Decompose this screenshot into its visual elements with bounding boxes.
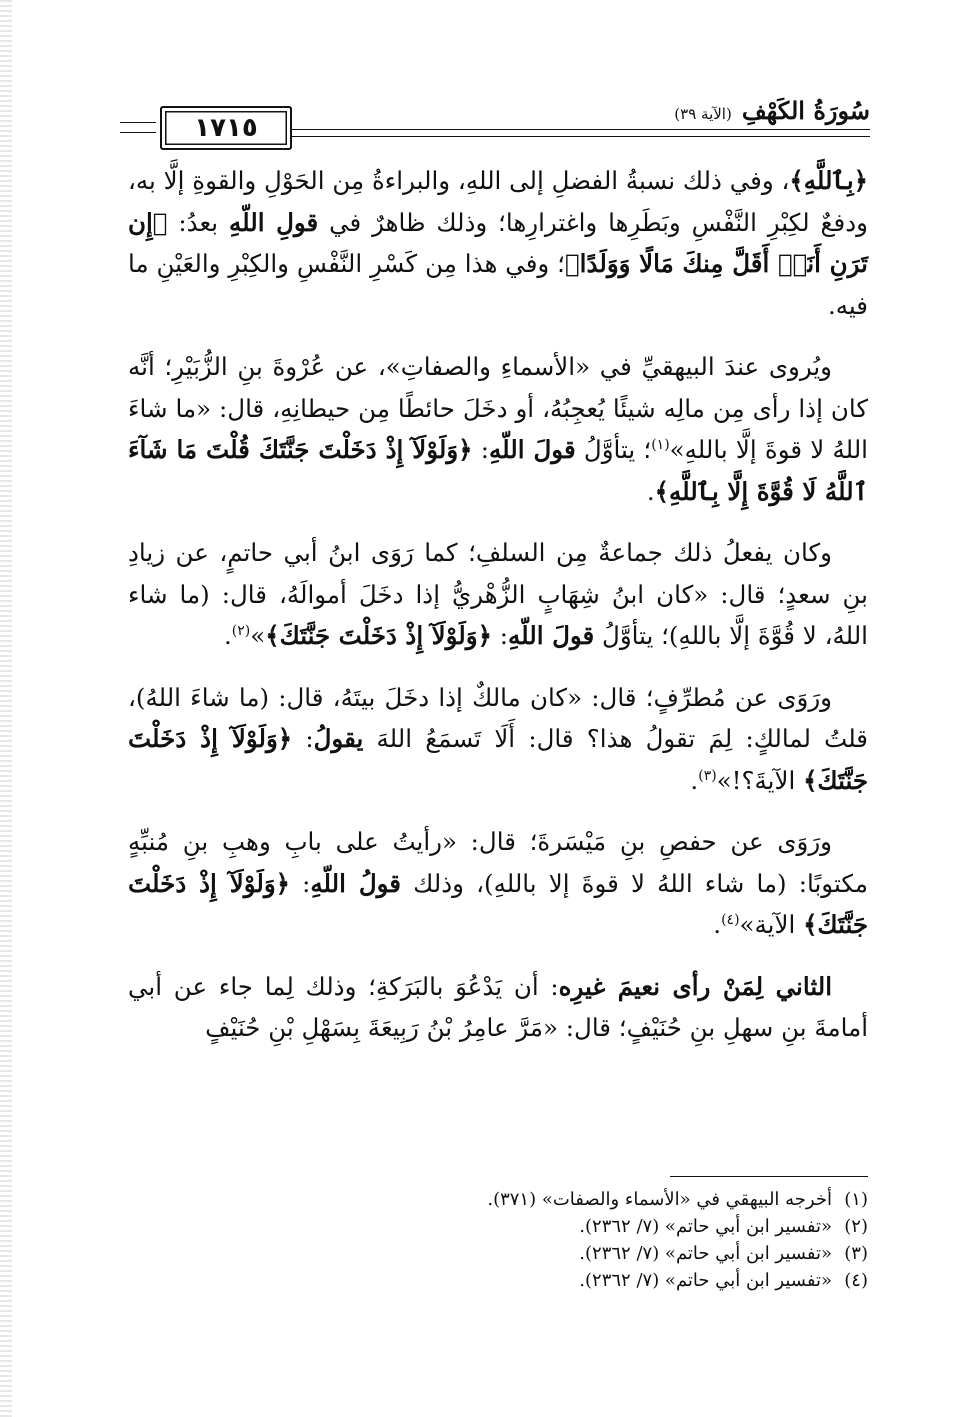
text-run: ؛ وفي هذا مِن كَسْرِ النَّفْسِ والكِبْرِ والعَيْنِ ما فيه. (128, 249, 868, 320)
footnote-ref[interactable]: (٣) (698, 767, 717, 784)
quran-quote: ﴿وَلَوْلَآ إِذْ دَخَلْتَ جَنَّتَكَ﴾ (128, 868, 868, 939)
text-run: ويُروى عندَ البيهقيِّ في «الأسماءِ والصفاتِ»، عن عُرْوةَ بنِ الزُّبَيْرِ؛ أنَّه كان إذا رأى مِن مالِه شيئًا يُعجِبُهُ، أو دخَلَ حائطًا مِن حيطانِهِ، قال: «ما شاءَ اللهُ لا قوةَ إلَّا باللهِ» (128, 352, 868, 464)
paragraph (128, 532, 868, 657)
paragraph (128, 821, 868, 946)
text-run: . (646, 476, 655, 506)
text-run: ورَوَى عن مُطرِّفٍ؛ قال: «كان مالكٌ إذا دخَلَ بيتَهُ، قال: (ما شاءَ اللهُ)، قلتُ لمالكٍ: لِمَ تقولُ هذا؟ قال: أَلَا تَسمَعُ اللهَ (128, 682, 869, 753)
section-heading: الثاني لِمَنْ رأى نعيمَ غيرِه (558, 971, 833, 1001)
page-number: ١٧١٥ (160, 106, 292, 150)
paragraph (128, 160, 868, 326)
header-rule (120, 132, 156, 133)
surah-name: سُورَةُ الكَهْفِ (741, 96, 870, 125)
text-run: الآيةَ؟!» (716, 765, 804, 795)
verse-reference: (الآية ٣٩) (674, 105, 732, 123)
page-header (120, 96, 870, 152)
text-run: . (223, 621, 232, 650)
text-run: ، وفي ذلك نسبةُ الفضلِ إلى اللهِ، والبراءةُ مِن الحَوْلِ والقوةِ إلَّا به، ودفعٌ لكِبْرِ النَّفْسِ وبَطَرِها واغترارِها؛ وذلك ظاهرٌ في (128, 166, 868, 237)
quran-quote: ﴿إِن تَرَنِ أَنَا۠ أَقَلَّ مِنكَ مَالًا وَوَلَدًا﴾ (128, 207, 868, 278)
header-rule (120, 122, 156, 123)
paragraph (128, 966, 868, 1049)
text-run: : (472, 435, 490, 464)
footnote-text: «تفسير ابن أبي حاتم» (٧/ ٢٣٦٢). (579, 1243, 832, 1264)
running-title (664, 96, 870, 125)
footnote-ref[interactable]: (١) (651, 436, 670, 453)
text-run: وكان يفعلُ ذلك جماعةٌ مِن السلفِ؛ كما رَوَى ابنُ أبي حاتمٍ، عن زيادِ بنِ سعدٍ؛ قال: «كان ابنُ شِهَابٍ الزُّهْريُّ إذا دخَلَ أموالَهُ، قال: (ما شاء اللهُ، لا قُوَّةَ إلَّا باللهِ)؛ يتأوَّلُ (128, 538, 868, 650)
text-run: الآية» (739, 910, 804, 939)
bold-phrase: قولُ اللّهِ (310, 868, 401, 898)
footnotes (400, 1186, 868, 1294)
text-run: : (292, 724, 314, 753)
footnote-number: (٢) (844, 1216, 868, 1237)
footnote-item (400, 1213, 868, 1240)
footnote-item (400, 1186, 868, 1213)
quran-quote: ﴿وَلَوْلَآ إِذْ دَخَلْتَ جَنَّتَكَ﴾ (128, 724, 868, 795)
bold-phrase: قولَ اللّهِ (508, 621, 595, 650)
text-run: بعدُ: (167, 207, 229, 237)
footnote-text: «تفسير ابن أبي حاتم» (٧/ ٢٣٦٢). (579, 1270, 832, 1291)
footnote-number: (١) (844, 1189, 868, 1210)
quran-quote: ﴿بِٱللَّهِ﴾ (789, 166, 868, 195)
bold-phrase: قولَ اللّهِ (489, 435, 576, 464)
text-run: . (690, 765, 699, 795)
text-run: : أن يَدْعُوَ بالبَرَكةِ؛ وذلك لِما جاء عن أبي أمامةَ بنِ سهلِ بنِ حُنَيْفٍ؛ قال: «مَرَّ عامِرُ بْنُ رَبِيعَةَ بِسَهْلِ بْنِ حُنَيْفٍ (128, 971, 868, 1042)
footnote-item (400, 1240, 868, 1267)
text-run: ؛ يتأوَّلُ (575, 435, 652, 464)
header-rule (210, 136, 870, 137)
text-run: . (713, 910, 722, 939)
footnote-separator (670, 1176, 868, 1177)
text-run: » (250, 621, 266, 650)
footnote-item (400, 1267, 868, 1294)
paragraph (128, 677, 868, 802)
paragraph (128, 346, 868, 512)
main-text (128, 160, 868, 1069)
footnote-number: (٤) (844, 1270, 868, 1291)
bold-phrase: قولِ اللّهِ (228, 207, 319, 237)
footnote-text: أخرجه البيهقي في «الأسماء والصفات» (٣٧١). (487, 1189, 832, 1210)
footnote-ref[interactable]: (٤) (721, 911, 740, 928)
footnote-text: «تفسير ابن أبي حاتم» (٧/ ٢٣٦٢). (579, 1216, 832, 1237)
quran-quote: ﴿وَلَوْلَآ إِذْ دَخَلْتَ جَنَّتَكَ﴾ (265, 621, 492, 650)
quran-quote: ﴿وَلَوْلَآ إِذْ دَخَلْتَ جَنَّتَكَ قُلْتَ مَا شَآءَ ٱللَّهُ لَا قُوَّةَ إِلَّا بِٱللَّهِ﴾ (128, 435, 868, 506)
header-rule (210, 129, 870, 130)
footnote-number: (٣) (844, 1243, 868, 1264)
text-run: : (290, 868, 311, 898)
text-run: ورَوَى عن حفصِ بنِ مَيْسَرةَ؛ قال: «رأيتُ على بابِ وهبِ بنِ مُنبِّهٍ مكتوبًا: (ما شاء اللهُ لا قوةَ إلا باللهِ)، وذلك (128, 827, 868, 898)
bold-phrase: يقولُ (313, 724, 364, 753)
footnote-ref[interactable]: (٢) (231, 622, 251, 639)
text-run: : (491, 621, 509, 650)
